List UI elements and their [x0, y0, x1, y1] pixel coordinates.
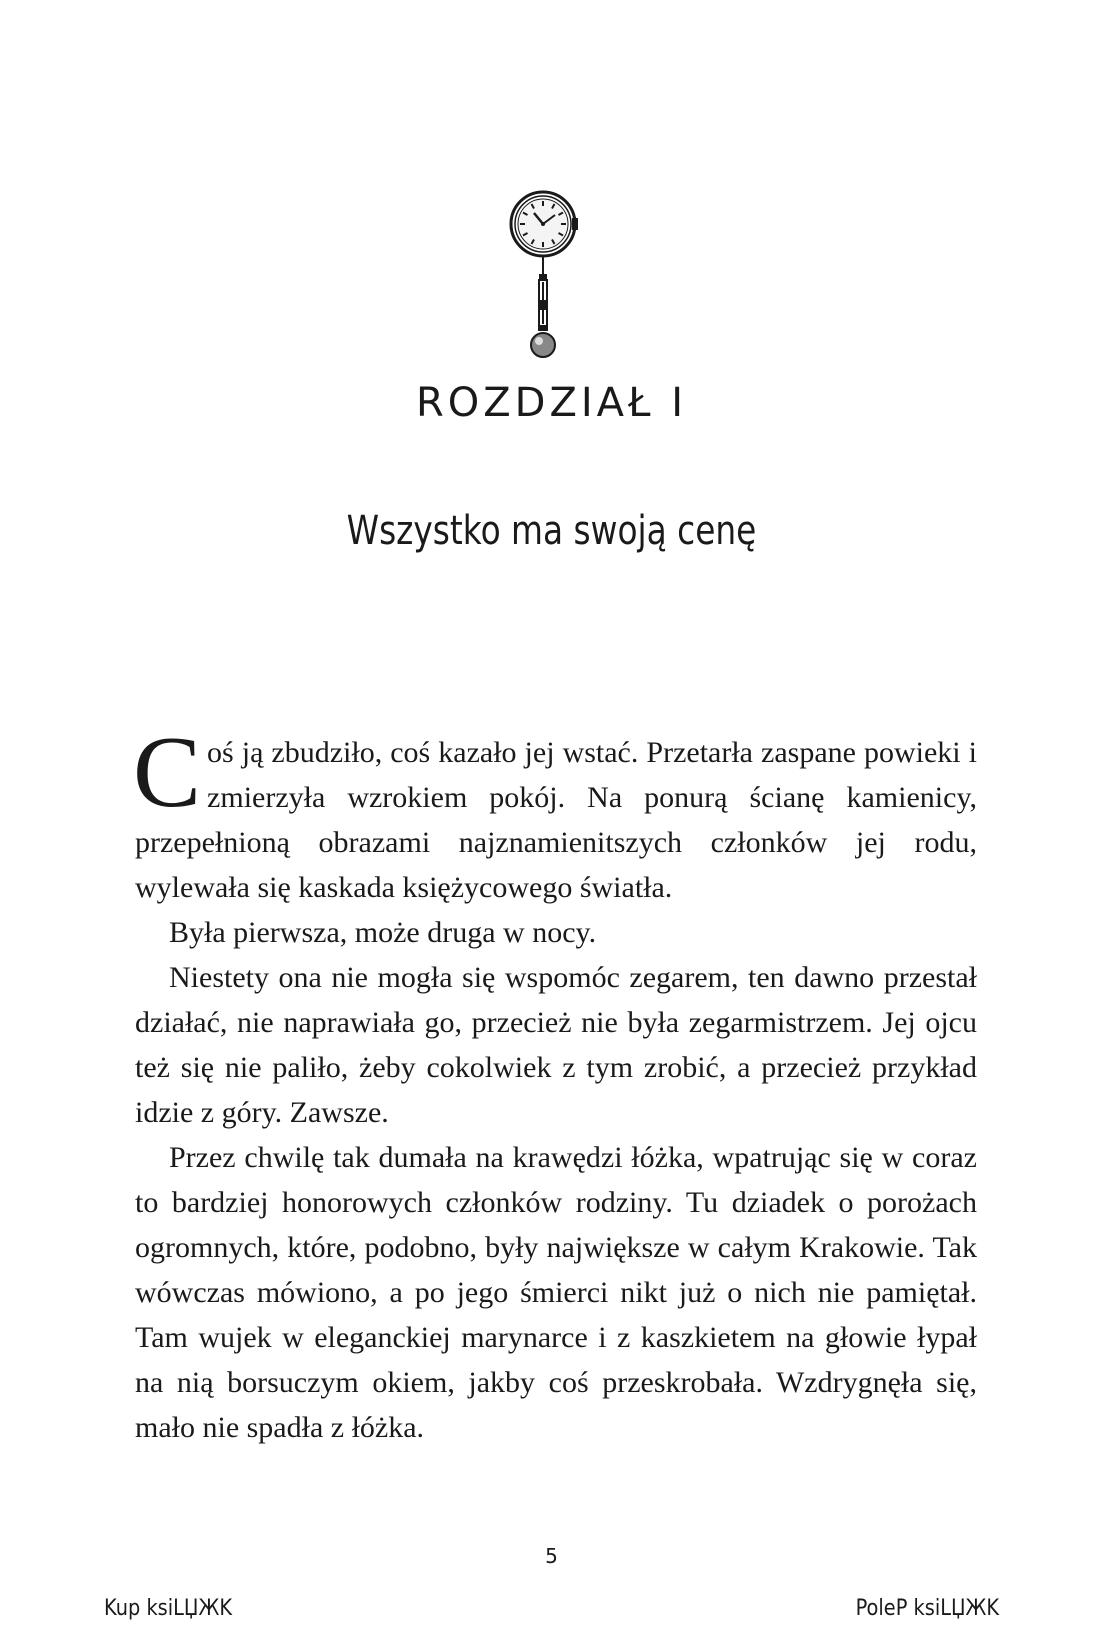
recommend-book-link[interactable]: PoleP ksiLЏЖK	[855, 1596, 999, 1621]
page-number: 5	[545, 1544, 558, 1568]
chapter-body	[133, 716, 977, 1450]
drop-cap: C	[133, 716, 202, 829]
pocket-watch-pendulum-icon	[503, 188, 583, 363]
buy-book-link[interactable]: Kup ksiLЏЖK	[104, 1596, 233, 1621]
paragraph: Była pierwsza, może druga w nocy.	[169, 916, 597, 949]
paragraph: Niestety ona nie mogła się wspomóc zegarem, ten dawno przestał działać, nie naprawiała go, przecież nie była zegarmistrzem. Jej ojcu też się nie paliło, żeby cokolwiek z tym zrobić, a przecież przykład idzie z góry. Zawsze.	[135, 961, 977, 1129]
paragraph	[133, 716, 977, 910]
chapter-label: ROZDZIAŁ I	[415, 380, 688, 426]
paragraph: Przez chwilę tak dumała na krawędzi łóżka, wpatrując się w coraz to bardziej honorowych członków rodziny. Tu dziadek o porożach ogromnych, które, podobno, były największe w całym Krakowie. Tak wówczas mówiono, a po jego śmierci nikt już o nich nie pamiętał. Tam wujek w eleganckiej marynarce i z kaszkietem na głowie łypał na nią borsuczym okiem, jakby coś przeskrobała. Wzdrygnęła się, mało nie spadła z łóżka.	[135, 1141, 977, 1444]
paragraph-text: oś ją zbudziło, coś kazało jej wstać. Przetarła zaspane powieki i zmierzyła wzrokiem pokój. Na ponurą ścianę kamienicy, przepełnioną obrazami najznamienitszych członków jej rodu, wylewała się kaskada księżycowego światła.	[135, 736, 977, 904]
chapter-title: Wszystko ma swoją cenę	[346, 508, 757, 554]
